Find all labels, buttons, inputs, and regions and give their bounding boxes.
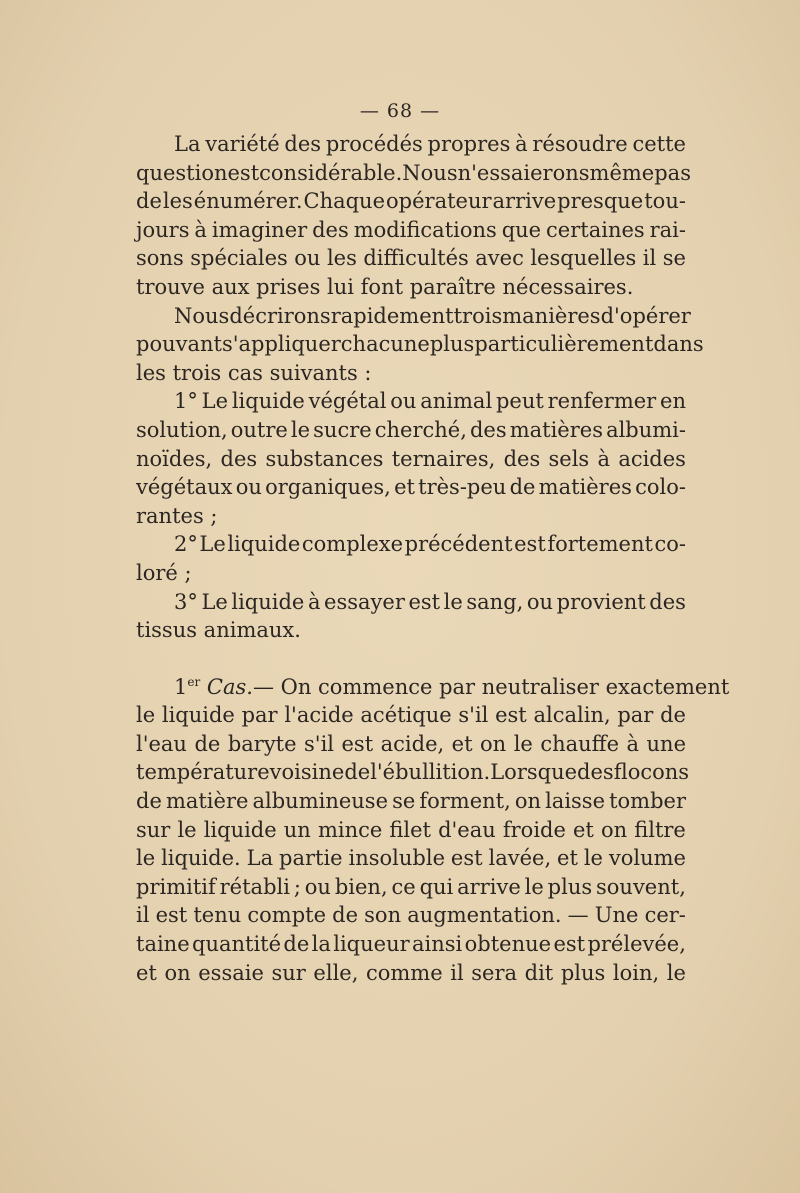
word: le bbox=[136, 703, 156, 728]
word: provient bbox=[556, 589, 646, 614]
word: cette bbox=[632, 132, 686, 156]
word: manières bbox=[502, 303, 601, 328]
word: volume bbox=[608, 846, 686, 871]
word: le bbox=[136, 846, 156, 871]
word: liquide bbox=[161, 703, 235, 728]
word: à bbox=[597, 446, 611, 471]
word: de bbox=[509, 475, 536, 500]
word: baryte bbox=[227, 731, 297, 756]
text-line bbox=[136, 530, 686, 559]
word: s'appliquer bbox=[221, 332, 341, 357]
word: des bbox=[577, 760, 614, 785]
word: lavée, bbox=[488, 846, 552, 871]
word: on bbox=[480, 731, 507, 756]
word: certaines bbox=[546, 217, 645, 242]
page-number: — 68 — bbox=[359, 100, 441, 122]
word: colo- bbox=[635, 475, 686, 500]
word: est bbox=[155, 903, 188, 928]
word: solution, bbox=[136, 417, 228, 442]
word: ternaires, bbox=[391, 446, 496, 471]
word: rai- bbox=[649, 217, 686, 242]
word: énumérer. bbox=[193, 189, 303, 214]
word: liqueur bbox=[333, 932, 410, 957]
word: ou bbox=[304, 874, 331, 899]
word: Lorsque bbox=[490, 760, 578, 785]
word: des bbox=[312, 217, 349, 242]
word: sur bbox=[136, 817, 171, 842]
word: il bbox=[642, 246, 657, 271]
word: modifications bbox=[353, 217, 497, 242]
word: essayer bbox=[324, 589, 405, 614]
word: est bbox=[341, 731, 374, 756]
word: ou bbox=[235, 475, 262, 500]
section-gap bbox=[136, 645, 686, 673]
text-line bbox=[136, 244, 686, 273]
word: à bbox=[515, 132, 528, 156]
word: chauffe bbox=[540, 731, 620, 756]
word: arrive bbox=[457, 874, 521, 899]
word: les bbox=[162, 189, 193, 214]
word: imaginer bbox=[211, 217, 308, 242]
word: l'eau bbox=[136, 731, 187, 756]
word: acide, bbox=[380, 731, 445, 756]
text-line bbox=[136, 959, 686, 988]
word: 1° bbox=[174, 389, 198, 414]
text-line bbox=[136, 873, 686, 902]
word: trois bbox=[453, 303, 503, 328]
word: ou bbox=[526, 589, 554, 614]
word: et bbox=[394, 475, 415, 500]
word: ou bbox=[294, 246, 321, 271]
word: ; bbox=[293, 874, 301, 899]
word: peut bbox=[495, 389, 544, 414]
text-line bbox=[136, 588, 686, 617]
word: acides bbox=[618, 446, 686, 471]
word: des bbox=[284, 132, 322, 156]
word: dans bbox=[653, 332, 704, 357]
word: voisine bbox=[269, 760, 345, 785]
text-line bbox=[136, 330, 704, 359]
word: co- bbox=[654, 532, 686, 557]
word: une bbox=[646, 731, 686, 756]
word: sons bbox=[136, 246, 184, 271]
word: le bbox=[666, 960, 686, 985]
text-line bbox=[136, 416, 686, 445]
word: albumi- bbox=[606, 417, 686, 442]
word: jours bbox=[136, 217, 190, 242]
word: se bbox=[662, 246, 686, 271]
word: considérable. bbox=[259, 160, 403, 185]
word: l'ébullition. bbox=[370, 760, 491, 785]
word: tou- bbox=[644, 189, 686, 214]
word: sucre bbox=[313, 417, 372, 442]
word: la bbox=[311, 932, 331, 957]
word: albumineuse bbox=[252, 789, 388, 814]
word: pas bbox=[654, 160, 691, 185]
word: tomber bbox=[609, 789, 686, 814]
word: outre bbox=[230, 417, 288, 442]
text-line: loré ; bbox=[136, 560, 192, 585]
word: tenu bbox=[193, 903, 242, 928]
word: renfermer bbox=[547, 389, 657, 414]
text-line bbox=[136, 901, 686, 930]
word: à bbox=[194, 217, 207, 242]
text-line bbox=[136, 787, 686, 816]
word: compte bbox=[247, 903, 327, 928]
text-line bbox=[136, 730, 686, 759]
word: augmentation. bbox=[407, 903, 562, 928]
word: primitif bbox=[136, 874, 216, 899]
word: spéciales bbox=[190, 246, 288, 271]
word: dit bbox=[524, 960, 554, 985]
word: elle, bbox=[313, 960, 359, 985]
word: insoluble bbox=[348, 846, 446, 871]
word: filtre bbox=[634, 817, 686, 842]
word: d'eau bbox=[438, 817, 496, 842]
word: rétabli bbox=[219, 874, 290, 899]
word: pouvant bbox=[136, 332, 222, 357]
text-line bbox=[136, 216, 686, 245]
text-line bbox=[136, 302, 691, 331]
text-line: tissus animaux. bbox=[136, 618, 301, 643]
word: de bbox=[332, 903, 359, 928]
word: sang, bbox=[466, 589, 524, 614]
word: Le bbox=[199, 532, 226, 557]
word: alcalin, bbox=[533, 703, 611, 728]
word: même bbox=[589, 160, 655, 185]
word: sera bbox=[471, 960, 518, 985]
text-line bbox=[136, 445, 686, 474]
word: des bbox=[469, 417, 507, 442]
word: 2° bbox=[174, 532, 198, 557]
text-line bbox=[136, 844, 686, 873]
word: organiques, bbox=[265, 475, 391, 500]
word: est bbox=[227, 160, 260, 185]
text-line bbox=[136, 816, 686, 845]
word: Le bbox=[201, 389, 229, 414]
word: 3° bbox=[174, 589, 198, 614]
word: le bbox=[583, 846, 603, 871]
text-line: les trois cas suivants : bbox=[136, 360, 372, 385]
word: La bbox=[174, 132, 201, 156]
word: forment, bbox=[419, 789, 511, 814]
word: le bbox=[290, 417, 311, 442]
word: par bbox=[241, 703, 278, 728]
word: rapidement bbox=[330, 303, 454, 328]
word: matière bbox=[165, 789, 249, 814]
word: résoudre bbox=[532, 132, 628, 156]
word: est bbox=[495, 703, 527, 728]
case-number: 1 bbox=[174, 674, 188, 699]
word: s'il bbox=[304, 731, 335, 756]
word: cer- bbox=[644, 903, 686, 928]
word: — bbox=[567, 903, 589, 928]
word: flocons bbox=[613, 760, 690, 785]
word: plus bbox=[547, 874, 593, 899]
word: question bbox=[136, 160, 228, 185]
word: et bbox=[136, 960, 157, 985]
text-line bbox=[136, 187, 686, 216]
word: obtenue bbox=[464, 932, 552, 957]
word: précédent bbox=[404, 532, 513, 557]
word: prélevée, bbox=[587, 932, 686, 957]
word: loin, bbox=[612, 960, 660, 985]
word: bien, bbox=[334, 874, 388, 899]
word: fortement bbox=[547, 532, 653, 557]
paragraph-case-2 bbox=[136, 530, 686, 587]
word: Nous bbox=[402, 160, 458, 185]
word: particulièrement bbox=[474, 332, 654, 357]
word: n'essaierons bbox=[457, 160, 590, 185]
word: ainsi bbox=[412, 932, 463, 957]
text-line bbox=[136, 701, 686, 730]
word: on bbox=[514, 789, 542, 814]
word: végétal bbox=[308, 389, 387, 414]
word: et bbox=[573, 817, 594, 842]
word: qui bbox=[419, 874, 454, 899]
word: est bbox=[514, 532, 546, 557]
word: de bbox=[136, 789, 162, 814]
word: sur bbox=[271, 960, 306, 985]
word: arrive bbox=[492, 189, 557, 214]
text-line: trouve aux prises lui font paraître nécessaires. bbox=[136, 274, 634, 299]
word: des bbox=[649, 589, 686, 614]
word: sels bbox=[548, 446, 590, 471]
word: on bbox=[600, 817, 628, 842]
text-line bbox=[136, 930, 686, 959]
word: souvent, bbox=[596, 874, 686, 899]
text-line bbox=[136, 159, 691, 188]
word: très-peu bbox=[418, 475, 507, 500]
word: de bbox=[136, 189, 162, 214]
word: liquide. bbox=[161, 846, 241, 871]
word: à bbox=[626, 731, 640, 756]
word: décrirons bbox=[229, 303, 331, 328]
word: laisse bbox=[545, 789, 606, 814]
word: et bbox=[557, 846, 578, 871]
case-label: Cas. bbox=[206, 674, 253, 699]
word: Le bbox=[201, 589, 228, 614]
word: acétique bbox=[360, 703, 452, 728]
word: cherché, bbox=[374, 417, 467, 442]
text-line bbox=[136, 130, 686, 159]
word: des bbox=[220, 446, 258, 471]
case-heading-rest: — On commence par neutraliser exactement bbox=[252, 674, 730, 699]
word: animal bbox=[420, 389, 493, 414]
word: par bbox=[617, 703, 654, 728]
word: Une bbox=[594, 903, 639, 928]
word: La bbox=[246, 846, 274, 871]
word: froide bbox=[502, 817, 566, 842]
word: plus bbox=[560, 960, 606, 985]
word: de bbox=[194, 731, 221, 756]
word: Nous bbox=[174, 303, 230, 328]
paragraph-case-1 bbox=[136, 387, 686, 530]
word: le bbox=[177, 817, 197, 842]
paragraph-case-3 bbox=[136, 588, 686, 645]
word: essaie bbox=[198, 960, 264, 985]
case-heading bbox=[174, 673, 253, 702]
word: filet bbox=[389, 817, 431, 842]
word: variété bbox=[205, 132, 280, 156]
word: liquide bbox=[203, 817, 277, 842]
word: végétaux bbox=[136, 475, 233, 500]
word: partie bbox=[279, 846, 343, 871]
word: le bbox=[524, 874, 544, 899]
word: lesquelles bbox=[530, 246, 637, 271]
word: opérateur bbox=[386, 189, 492, 214]
word: complexe bbox=[301, 532, 404, 557]
text-line: rantes ; bbox=[136, 503, 218, 528]
paragraph-methods bbox=[136, 302, 704, 388]
word: difficultés bbox=[363, 246, 469, 271]
case-heading-line bbox=[136, 673, 730, 702]
word: température bbox=[136, 760, 270, 785]
word: le bbox=[513, 731, 533, 756]
word: taine bbox=[136, 932, 190, 957]
paragraph-first-case bbox=[136, 673, 730, 988]
text-line bbox=[136, 387, 686, 416]
word: est bbox=[553, 932, 586, 957]
word: se bbox=[392, 789, 416, 814]
word: il bbox=[136, 903, 150, 928]
word: ce bbox=[391, 874, 416, 899]
word: procédés bbox=[325, 132, 423, 156]
word: comme bbox=[365, 960, 443, 985]
word: s'il bbox=[458, 703, 489, 728]
word: de bbox=[344, 760, 371, 785]
word: liquide bbox=[231, 389, 305, 414]
word: un bbox=[283, 817, 311, 842]
word: l'acide bbox=[284, 703, 354, 728]
word: liquide bbox=[227, 532, 301, 557]
word: que bbox=[501, 217, 542, 242]
word: avec bbox=[475, 246, 524, 271]
word: est bbox=[408, 589, 441, 614]
word: de bbox=[283, 932, 310, 957]
word: à bbox=[307, 589, 321, 614]
word: ou bbox=[390, 389, 417, 414]
word: mince bbox=[317, 817, 383, 842]
word: quantité bbox=[192, 932, 282, 957]
word: en bbox=[660, 389, 686, 414]
text-line bbox=[136, 473, 686, 502]
word: noïdes, bbox=[136, 446, 213, 471]
word: son bbox=[364, 903, 402, 928]
word: de bbox=[660, 703, 686, 728]
word: matières bbox=[509, 417, 603, 442]
word: et bbox=[451, 731, 473, 756]
word: substances bbox=[265, 446, 384, 471]
word: d'opérer bbox=[600, 303, 691, 328]
word: il bbox=[450, 960, 464, 985]
word: matières bbox=[538, 475, 632, 500]
word: chacune bbox=[340, 332, 430, 357]
word: propres bbox=[427, 132, 511, 156]
word: le bbox=[443, 589, 463, 614]
word: Chaque bbox=[303, 189, 386, 214]
word: liquide bbox=[231, 589, 305, 614]
word: est bbox=[450, 846, 483, 871]
word: on bbox=[164, 960, 191, 985]
paragraph-intro bbox=[136, 130, 691, 302]
word: les bbox=[326, 246, 357, 271]
body-text bbox=[136, 130, 730, 987]
word: presque bbox=[557, 189, 644, 214]
text-line bbox=[136, 758, 690, 787]
word: des bbox=[503, 446, 541, 471]
case-superscript: er bbox=[187, 674, 201, 689]
word: plus bbox=[429, 332, 475, 357]
